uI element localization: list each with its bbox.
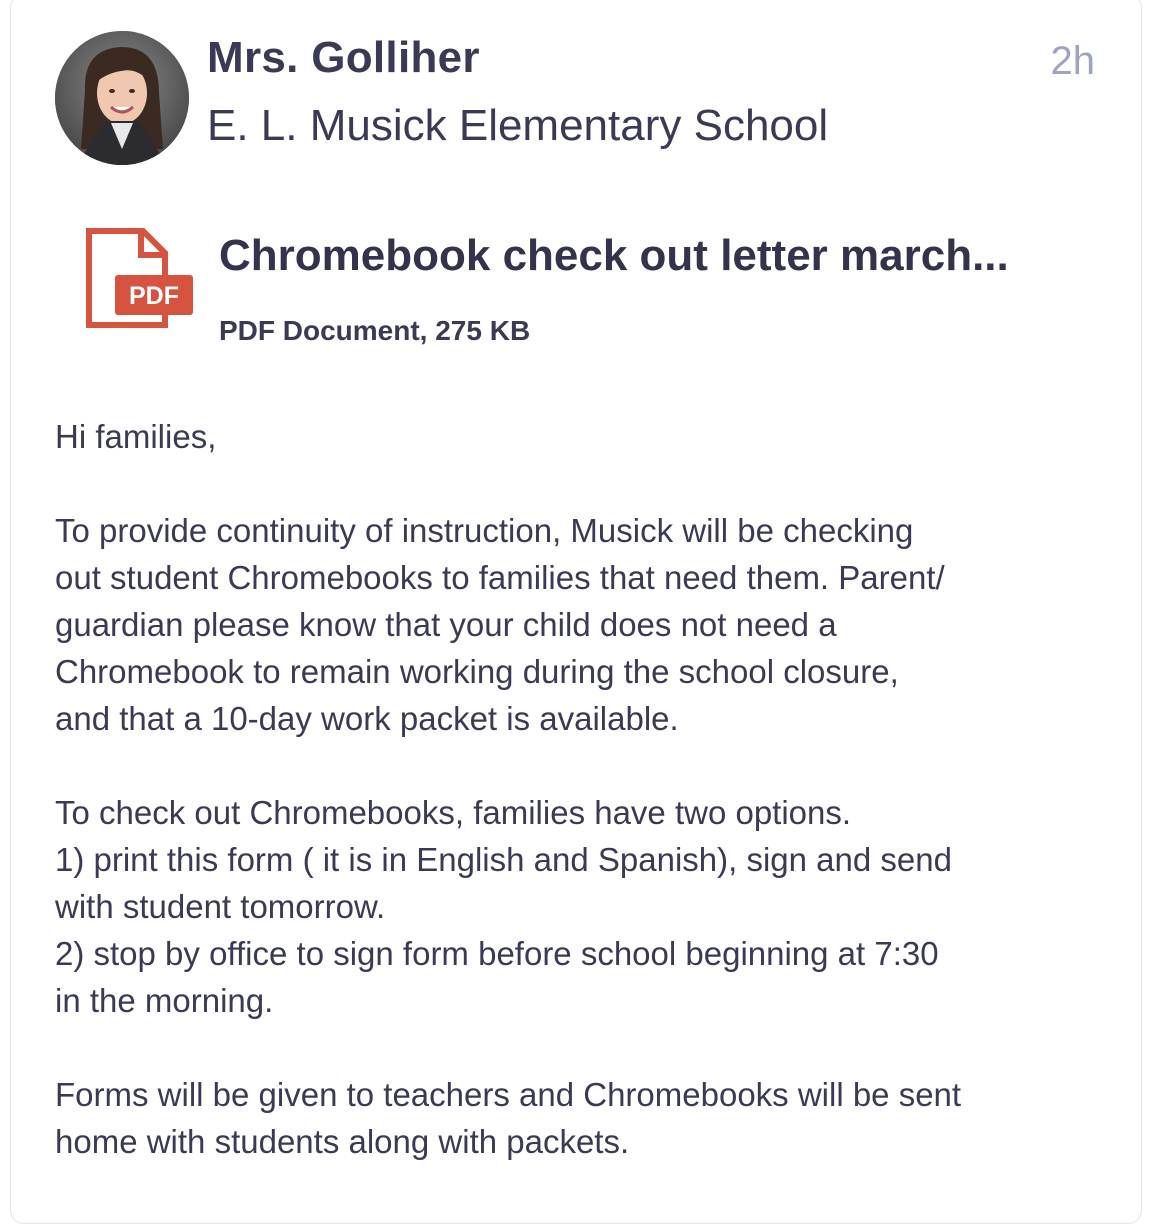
message-line: 2) stop by office to sign form before school beginning at 7:30 — [55, 935, 939, 972]
message-line: and that a 10-day work packet is available. — [55, 700, 679, 737]
message-paragraph-2 — [55, 789, 1125, 1024]
avatar[interactable] — [55, 31, 189, 165]
message-line: To check out Chromebooks, families have two options. — [55, 794, 852, 831]
post-card — [10, 0, 1142, 1224]
teacher-photo-icon — [55, 31, 189, 165]
sender-school: E. L. Musick Elementary School — [207, 101, 829, 150]
message-paragraph-3 — [55, 1071, 1125, 1165]
message-body — [55, 413, 1125, 1212]
message-line: 1) print this form ( it is in English and Spanish), sign and send — [55, 841, 952, 878]
message-line: Chromebook to remain working during the school closure, — [55, 653, 899, 690]
message-greeting: Hi families, — [55, 418, 217, 455]
message-line: in the morning. — [55, 982, 274, 1019]
message-line: with student tomorrow. — [55, 888, 386, 925]
pdf-label: PDF — [129, 282, 179, 310]
pdf-file-icon — [85, 227, 195, 331]
message-line: Forms will be given to teachers and Chromebooks will be sent — [55, 1076, 962, 1113]
post-timestamp: 2h — [1050, 39, 1095, 83]
message-line: home with students along with packets. — [55, 1123, 630, 1160]
message-line: To provide continuity of instruction, Musick will be checking — [55, 512, 914, 549]
attachment-meta: PDF Document, 275 KB — [219, 315, 531, 346]
message-line: out student Chromebooks to families that need them. Parent/ — [55, 559, 945, 596]
message-line: guardian please know that your child does not need a — [55, 606, 837, 643]
sender-name[interactable]: Mrs. Golliher — [207, 33, 480, 82]
attachment-pdf[interactable] — [81, 221, 1121, 351]
message-paragraph-1 — [55, 507, 1125, 742]
attachment-title[interactable]: Chromebook check out letter march... — [219, 231, 1009, 280]
